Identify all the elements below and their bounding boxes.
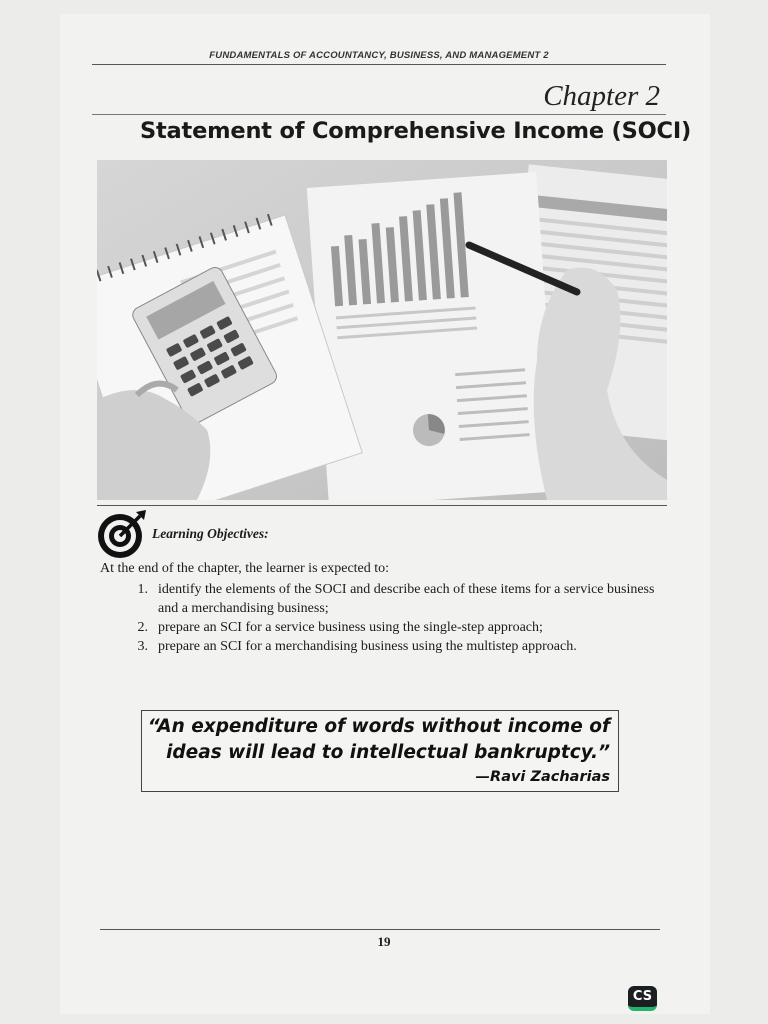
quote-author: —Ravi Zacharias [475,769,610,785]
list-item-text: prepare an SCI for a service business using the single-step approach; [158,620,543,635]
learning-objectives-intro: At the end of the chapter, the learner is expected to: [100,561,390,576]
list-item-number: 1. [137,582,148,597]
page-number: 19 [377,934,391,949]
chapter-rule [92,114,666,115]
chapter-title: Statement of Comprehensive Income (SOCI) [140,118,692,144]
list-item-text: prepare an SCI for a merchandising business using the multistep approach. [158,639,577,654]
chapter-label: Chapter 2 [543,80,660,112]
list-item-number: 2. [137,620,148,635]
running-header: FUNDAMENTALS OF ACCOUNTANCY, BUSINESS, AND MANAGEMENT 2 [209,50,549,61]
quote-line-2: ideas will lead to intellectual bankruptcy.” [166,742,610,763]
learning-objectives-list [100,580,670,656]
section-rule [97,505,667,506]
list-item [100,637,670,656]
camscanner-badge[interactable]: CS [628,986,657,1011]
quote-box [141,710,619,792]
learning-objectives-heading: Learning Objectives: [152,526,269,541]
list-item-number: 3. [137,639,148,654]
target-icon [96,508,148,560]
list-item-text: identify the elements of the SOCI and describe each of these items for a service business and a merchandising business; [158,582,655,616]
header-rule [92,64,666,65]
hero-image [97,160,667,500]
footer-rule [100,929,660,930]
list-item [100,580,670,618]
quote-line-1: “An expenditure of words without income of [147,716,610,737]
accounting-desk-photo [97,160,667,500]
list-item [100,618,670,637]
